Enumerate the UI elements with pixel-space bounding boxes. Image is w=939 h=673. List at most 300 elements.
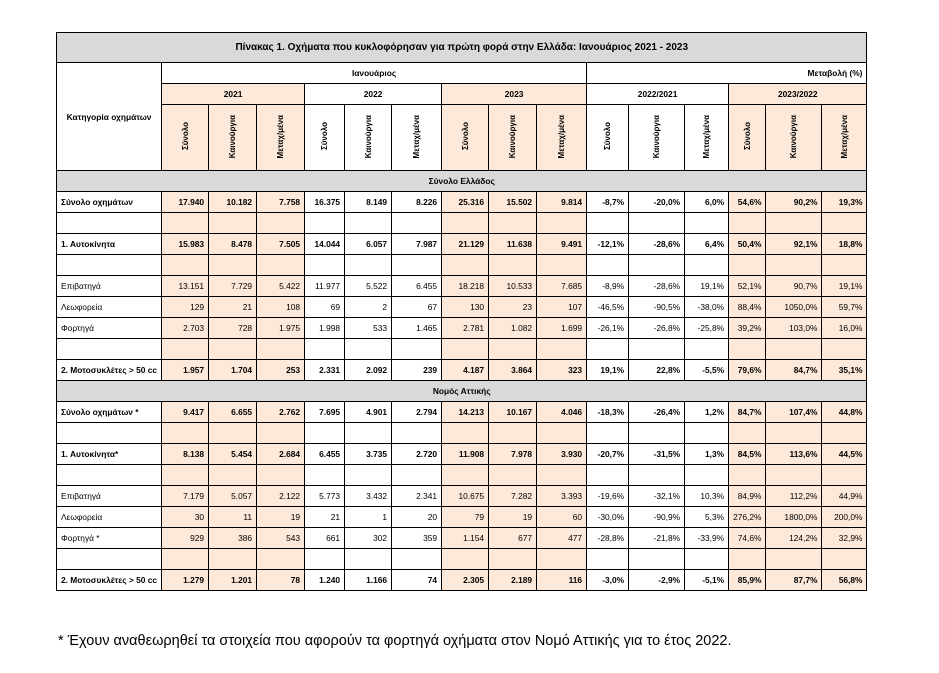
empty-cell — [305, 465, 345, 486]
value-cell: -26,4% — [629, 402, 685, 423]
subheader-cell — [822, 105, 867, 171]
value-cell: 1800,0% — [766, 507, 822, 528]
empty-cell — [729, 549, 766, 570]
empty-cell — [685, 213, 729, 234]
empty-cell — [685, 339, 729, 360]
value-cell: 7.505 — [257, 234, 305, 255]
value-cell: 44,9% — [822, 486, 867, 507]
value-cell: 2.762 — [257, 402, 305, 423]
value-cell: 85,9% — [729, 570, 766, 591]
table-row — [57, 528, 867, 549]
value-cell: 1.975 — [257, 318, 305, 339]
empty-cell — [392, 423, 442, 444]
value-cell: 2.684 — [257, 444, 305, 465]
value-cell: 5.773 — [305, 486, 345, 507]
spacer-row — [57, 423, 867, 444]
value-cell: 21.129 — [442, 234, 489, 255]
value-cell: 1.957 — [162, 360, 209, 381]
empty-cell — [392, 339, 442, 360]
value-cell: -12,1% — [587, 234, 629, 255]
value-cell: 15.502 — [489, 192, 537, 213]
empty-cell — [587, 255, 629, 276]
value-cell: 1.279 — [162, 570, 209, 591]
value-cell: 11.638 — [489, 234, 537, 255]
empty-cell — [489, 255, 537, 276]
value-cell: 8.478 — [209, 234, 257, 255]
empty-cell — [392, 213, 442, 234]
value-cell: 20 — [392, 507, 442, 528]
value-cell: 2.331 — [305, 360, 345, 381]
value-cell: 2.305 — [442, 570, 489, 591]
empty-cell — [442, 213, 489, 234]
value-cell: 10,3% — [685, 486, 729, 507]
value-cell: 23 — [489, 297, 537, 318]
empty-cell — [587, 213, 629, 234]
value-cell: 1.465 — [392, 318, 442, 339]
value-cell: -33,9% — [685, 528, 729, 549]
empty-cell — [822, 465, 867, 486]
value-cell: 6,0% — [685, 192, 729, 213]
subheader-label: Καινούργια — [363, 114, 373, 159]
empty-cell — [257, 465, 305, 486]
subheader-cell — [305, 105, 345, 171]
subheader-cell — [685, 105, 729, 171]
value-cell: 8.226 — [392, 192, 442, 213]
value-cell: 92,1% — [766, 234, 822, 255]
table-row — [57, 486, 867, 507]
empty-cell — [629, 549, 685, 570]
value-cell: 7.695 — [305, 402, 345, 423]
empty-cell — [305, 423, 345, 444]
empty-cell — [257, 339, 305, 360]
empty-cell — [766, 255, 822, 276]
value-cell: 5.522 — [345, 276, 392, 297]
empty-cell — [489, 213, 537, 234]
value-cell: 15.983 — [162, 234, 209, 255]
value-cell: 4.187 — [442, 360, 489, 381]
empty-cell — [305, 255, 345, 276]
value-cell: 3.930 — [537, 444, 587, 465]
empty-cell — [766, 213, 822, 234]
value-cell: 9.417 — [162, 402, 209, 423]
table-row — [57, 276, 867, 297]
value-cell: 728 — [209, 318, 257, 339]
value-cell: 11.908 — [442, 444, 489, 465]
empty-cell — [587, 423, 629, 444]
value-cell: 10.167 — [489, 402, 537, 423]
value-cell: 323 — [537, 360, 587, 381]
vehicles-table — [56, 32, 867, 591]
value-cell: -8,9% — [587, 276, 629, 297]
subheader-label: Μεταχ/μένα — [557, 114, 567, 159]
value-cell: -2,9% — [629, 570, 685, 591]
value-cell: 1.240 — [305, 570, 345, 591]
value-cell: 7.978 — [489, 444, 537, 465]
footnote: * Έχουν αναθεωρηθεί τα στοιχεία που αφορούν τα φορτηγά οχήματα στον Νομό Αττικής για το έτος 2022. — [58, 633, 732, 649]
table-row — [57, 507, 867, 528]
value-cell: 35,1% — [822, 360, 867, 381]
subheader-label: Σύνολο — [460, 122, 470, 151]
value-cell: 2.781 — [442, 318, 489, 339]
empty-cell — [685, 423, 729, 444]
empty-cell — [392, 549, 442, 570]
value-cell: 929 — [162, 528, 209, 549]
empty-cell — [345, 465, 392, 486]
empty-cell — [822, 339, 867, 360]
value-cell: 6.455 — [305, 444, 345, 465]
table-title: Πίνακας 1. Οχήματα που κυκλοφόρησαν για πρώτη φορά στην Ελλάδα: Ιανουάριος 2021 - 2023 — [57, 33, 867, 63]
value-cell: 4.046 — [537, 402, 587, 423]
empty-cell — [489, 465, 537, 486]
empty-cell — [162, 549, 209, 570]
value-cell: 74,6% — [729, 528, 766, 549]
value-cell: 130 — [442, 297, 489, 318]
subheader-label: Σύνολο — [603, 122, 613, 151]
value-cell: 4.901 — [345, 402, 392, 423]
value-cell: 11.977 — [305, 276, 345, 297]
subheader-cell — [442, 105, 489, 171]
value-cell: 7.987 — [392, 234, 442, 255]
value-cell: -5,5% — [685, 360, 729, 381]
empty-cell — [305, 549, 345, 570]
empty-cell — [629, 465, 685, 486]
value-cell: 543 — [257, 528, 305, 549]
value-cell: 74 — [392, 570, 442, 591]
empty-cell — [257, 255, 305, 276]
empty-cell — [57, 549, 162, 570]
value-cell: 129 — [162, 297, 209, 318]
empty-cell — [587, 549, 629, 570]
value-cell: 302 — [345, 528, 392, 549]
subheader-label: Καινούργια — [652, 114, 662, 159]
row-label: Σύνολο οχημάτων — [57, 192, 162, 213]
value-cell: -28,6% — [629, 276, 685, 297]
empty-cell — [257, 213, 305, 234]
value-cell: 3.432 — [345, 486, 392, 507]
subheader-label: Καινούργια — [508, 114, 518, 159]
empty-cell — [57, 465, 162, 486]
value-cell: 10.182 — [209, 192, 257, 213]
value-cell: 90,7% — [766, 276, 822, 297]
value-cell: 17.940 — [162, 192, 209, 213]
value-cell: 44,5% — [822, 444, 867, 465]
value-cell: 18.218 — [442, 276, 489, 297]
empty-cell — [587, 339, 629, 360]
value-cell: -21,8% — [629, 528, 685, 549]
empty-cell — [537, 255, 587, 276]
subheader-cell — [766, 105, 822, 171]
value-cell: 90,2% — [766, 192, 822, 213]
value-cell: 14.044 — [305, 234, 345, 255]
value-cell: -30,0% — [587, 507, 629, 528]
empty-cell — [629, 255, 685, 276]
section-header-row — [57, 381, 867, 402]
period-header: 2023/2022 — [729, 84, 867, 105]
value-cell: 22,8% — [629, 360, 685, 381]
empty-cell — [629, 213, 685, 234]
value-cell: 677 — [489, 528, 537, 549]
row-label: 1. Αυτοκίνητα — [57, 234, 162, 255]
empty-cell — [57, 255, 162, 276]
subheader-cell — [209, 105, 257, 171]
row-label: Φορτηγά — [57, 318, 162, 339]
value-cell: 25.316 — [442, 192, 489, 213]
value-cell: 124,2% — [766, 528, 822, 549]
category-header: Κατηγορία οχημάτων — [57, 63, 162, 171]
spacer-row — [57, 255, 867, 276]
value-cell: 386 — [209, 528, 257, 549]
row-label: Επιβατηγά — [57, 486, 162, 507]
value-cell: 7.729 — [209, 276, 257, 297]
empty-cell — [729, 213, 766, 234]
value-cell: -31,5% — [629, 444, 685, 465]
empty-cell — [209, 549, 257, 570]
empty-cell — [822, 255, 867, 276]
empty-cell — [537, 423, 587, 444]
empty-cell — [209, 423, 257, 444]
empty-cell — [766, 549, 822, 570]
value-cell: 7.758 — [257, 192, 305, 213]
value-cell: 107 — [537, 297, 587, 318]
table-row — [57, 318, 867, 339]
value-cell: 2.341 — [392, 486, 442, 507]
subheader-cell — [345, 105, 392, 171]
subheader-cell — [629, 105, 685, 171]
empty-cell — [766, 465, 822, 486]
value-cell: -8,7% — [587, 192, 629, 213]
value-cell: 2.720 — [392, 444, 442, 465]
empty-cell — [345, 213, 392, 234]
row-label: 2. Μοτοσυκλέτες > 50 cc — [57, 570, 162, 591]
table-row — [57, 297, 867, 318]
empty-cell — [442, 255, 489, 276]
spacer-row — [57, 549, 867, 570]
value-cell: 16,0% — [822, 318, 867, 339]
table-row — [57, 444, 867, 465]
empty-cell — [629, 423, 685, 444]
value-cell: 2.794 — [392, 402, 442, 423]
value-cell: 11 — [209, 507, 257, 528]
value-cell: 2.189 — [489, 570, 537, 591]
empty-cell — [209, 339, 257, 360]
empty-cell — [345, 423, 392, 444]
value-cell: 30 — [162, 507, 209, 528]
empty-cell — [57, 213, 162, 234]
subheader-label: Σύνολο — [180, 122, 190, 151]
empty-cell — [392, 255, 442, 276]
empty-cell — [162, 465, 209, 486]
value-cell: 9.491 — [537, 234, 587, 255]
spacer-row — [57, 465, 867, 486]
empty-cell — [537, 339, 587, 360]
empty-cell — [442, 339, 489, 360]
value-cell: -38,0% — [685, 297, 729, 318]
value-cell: -32,1% — [629, 486, 685, 507]
value-cell: 107,4% — [766, 402, 822, 423]
value-cell: 477 — [537, 528, 587, 549]
value-cell: 79,6% — [729, 360, 766, 381]
value-cell: 2.122 — [257, 486, 305, 507]
subheader-cell — [392, 105, 442, 171]
value-cell: 8.138 — [162, 444, 209, 465]
value-cell: 1.699 — [537, 318, 587, 339]
value-cell: 16.375 — [305, 192, 345, 213]
empty-cell — [257, 549, 305, 570]
value-cell: 32,9% — [822, 528, 867, 549]
value-cell: -18,3% — [587, 402, 629, 423]
change-header: Μεταβολή (%) — [587, 63, 867, 84]
empty-cell — [305, 339, 345, 360]
row-label: Επιβατηγά — [57, 276, 162, 297]
value-cell: 60 — [537, 507, 587, 528]
value-cell: 10.675 — [442, 486, 489, 507]
spacer-row — [57, 213, 867, 234]
empty-cell — [537, 465, 587, 486]
value-cell: 103,0% — [766, 318, 822, 339]
value-cell: 108 — [257, 297, 305, 318]
value-cell: 5,3% — [685, 507, 729, 528]
empty-cell — [162, 339, 209, 360]
value-cell: 1 — [345, 507, 392, 528]
january-header: Ιανουάριος — [162, 63, 587, 84]
value-cell: 19,1% — [587, 360, 629, 381]
value-cell: 54,6% — [729, 192, 766, 213]
row-label: 1. Αυτοκίνητα* — [57, 444, 162, 465]
subheader-label: Μεταχ/μένα — [839, 114, 849, 159]
value-cell: 9.814 — [537, 192, 587, 213]
empty-cell — [345, 255, 392, 276]
value-cell: -5,1% — [685, 570, 729, 591]
value-cell: 10.533 — [489, 276, 537, 297]
empty-cell — [162, 255, 209, 276]
value-cell: 84,7% — [766, 360, 822, 381]
empty-cell — [392, 465, 442, 486]
value-cell: 79 — [442, 507, 489, 528]
value-cell: 56,8% — [822, 570, 867, 591]
value-cell: 1.082 — [489, 318, 537, 339]
value-cell: 113,6% — [766, 444, 822, 465]
empty-cell — [442, 549, 489, 570]
empty-cell — [537, 213, 587, 234]
section-title: Σύνολο Ελλάδος — [57, 171, 867, 192]
empty-cell — [57, 339, 162, 360]
empty-cell — [587, 465, 629, 486]
value-cell: 18,8% — [822, 234, 867, 255]
empty-cell — [729, 465, 766, 486]
empty-cell — [729, 339, 766, 360]
value-cell: 3.735 — [345, 444, 392, 465]
value-cell: 2.092 — [345, 360, 392, 381]
empty-cell — [345, 549, 392, 570]
subheader-cell — [257, 105, 305, 171]
value-cell: 8.149 — [345, 192, 392, 213]
table-row — [57, 192, 867, 213]
empty-cell — [729, 423, 766, 444]
row-label: Λεωφορεία — [57, 297, 162, 318]
subheader-label: Σύνολο — [320, 122, 330, 151]
value-cell: 116 — [537, 570, 587, 591]
subheader-cell — [162, 105, 209, 171]
empty-cell — [489, 339, 537, 360]
empty-cell — [729, 255, 766, 276]
section-title: Νομός Αττικής — [57, 381, 867, 402]
value-cell: 78 — [257, 570, 305, 591]
subheader-label: Μεταχ/μένα — [412, 114, 422, 159]
value-cell: 19 — [489, 507, 537, 528]
value-cell: 1.154 — [442, 528, 489, 549]
empty-cell — [257, 423, 305, 444]
empty-cell — [685, 549, 729, 570]
value-cell: 19,1% — [822, 276, 867, 297]
value-cell: 7.685 — [537, 276, 587, 297]
value-cell: 84,5% — [729, 444, 766, 465]
empty-cell — [162, 423, 209, 444]
section-header-row — [57, 171, 867, 192]
value-cell: 69 — [305, 297, 345, 318]
value-cell: -20,0% — [629, 192, 685, 213]
value-cell: 3.864 — [489, 360, 537, 381]
subheader-label: Καινούργια — [228, 114, 238, 159]
value-cell: 2 — [345, 297, 392, 318]
value-cell: 5.422 — [257, 276, 305, 297]
empty-cell — [537, 549, 587, 570]
value-cell: 6,4% — [685, 234, 729, 255]
value-cell: 52,1% — [729, 276, 766, 297]
value-cell: -90,9% — [629, 507, 685, 528]
period-header: 2023 — [442, 84, 587, 105]
empty-cell — [685, 255, 729, 276]
value-cell: 59,7% — [822, 297, 867, 318]
period-header: 2022 — [305, 84, 442, 105]
empty-cell — [209, 255, 257, 276]
value-cell: -19,6% — [587, 486, 629, 507]
row-label: Λεωφορεία — [57, 507, 162, 528]
empty-cell — [489, 549, 537, 570]
empty-cell — [305, 213, 345, 234]
value-cell: -26,8% — [629, 318, 685, 339]
value-cell: 21 — [209, 297, 257, 318]
value-cell: 7.282 — [489, 486, 537, 507]
value-cell: 21 — [305, 507, 345, 528]
subheader-label: Μεταχ/μένα — [702, 114, 712, 159]
subheader-label: Καινούργια — [789, 114, 799, 159]
value-cell: 67 — [392, 297, 442, 318]
value-cell: 1.201 — [209, 570, 257, 591]
value-cell: -3,0% — [587, 570, 629, 591]
value-cell: -25,8% — [685, 318, 729, 339]
empty-cell — [766, 339, 822, 360]
value-cell: 1,2% — [685, 402, 729, 423]
value-cell: 44,8% — [822, 402, 867, 423]
empty-cell — [209, 465, 257, 486]
value-cell: 1.704 — [209, 360, 257, 381]
row-label: Φορτηγά * — [57, 528, 162, 549]
value-cell: 533 — [345, 318, 392, 339]
empty-cell — [442, 465, 489, 486]
empty-cell — [209, 213, 257, 234]
value-cell: 6.057 — [345, 234, 392, 255]
empty-cell — [822, 213, 867, 234]
empty-cell — [442, 423, 489, 444]
row-label: Σύνολο οχημάτων * — [57, 402, 162, 423]
value-cell: 6.655 — [209, 402, 257, 423]
table-row — [57, 234, 867, 255]
value-cell: 661 — [305, 528, 345, 549]
subheader-label: Μεταχ/μένα — [276, 114, 286, 159]
empty-cell — [685, 465, 729, 486]
value-cell: 276,2% — [729, 507, 766, 528]
row-label: 2. Μοτοσυκλέτες > 50 cc — [57, 360, 162, 381]
